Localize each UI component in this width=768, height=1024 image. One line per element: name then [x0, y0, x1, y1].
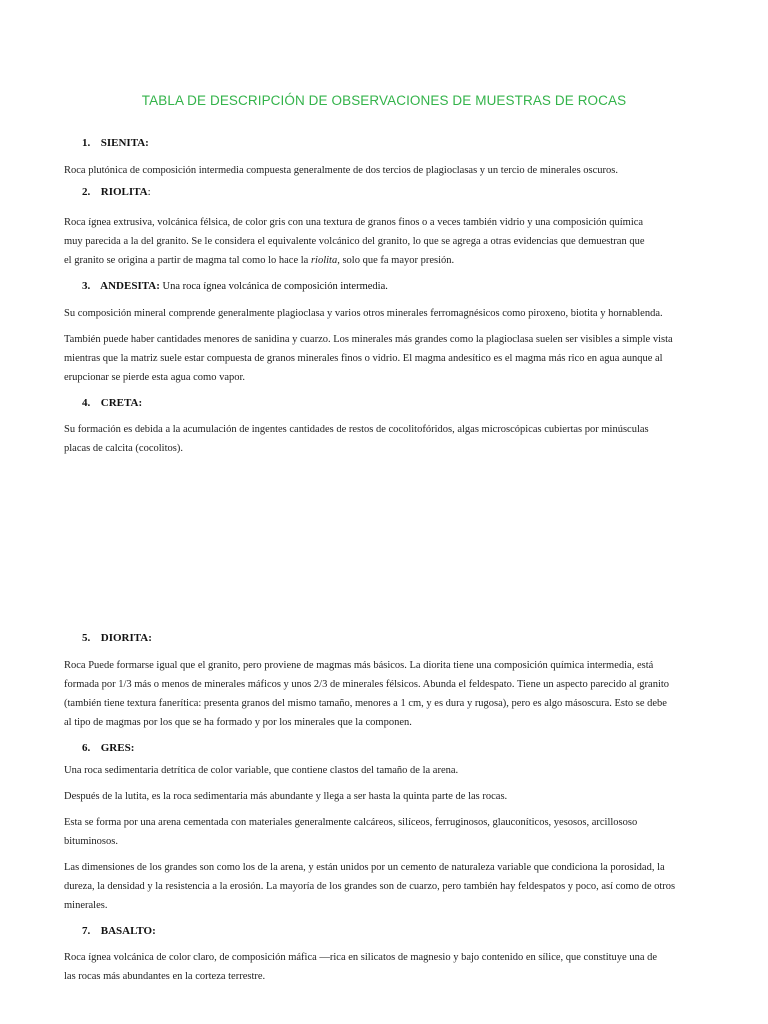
text-line: minerales. — [64, 900, 108, 911]
section-heading-diorita — [82, 632, 152, 644]
paragraph — [64, 161, 704, 180]
text-line: al tipo de magmas por los que se ha formado y por los minerales que la componen. — [64, 717, 412, 728]
paragraph — [64, 420, 704, 458]
section-title: GRES: — [100, 742, 135, 754]
document-title: TABLA DE DESCRIPCIÓN DE OBSERVACIONES DE MUESTRAS DE ROCAS — [141, 93, 627, 108]
text-line: Después de la lutita, es la roca sedimentaria más abundante y llega a ser hasta la quinta parte de las rocas. — [64, 791, 508, 802]
section-title-colon: : — [147, 186, 151, 198]
section-title: CRETA: — [100, 397, 143, 409]
section-title: RIOLITA — [100, 186, 148, 198]
paragraph — [64, 213, 704, 270]
section-heading-basalto — [82, 925, 156, 937]
section-number: 4. — [82, 397, 91, 409]
section-heading-andesita — [82, 280, 388, 292]
section-number: 2. — [82, 186, 91, 198]
paragraph — [64, 761, 704, 780]
text-line: Una roca sedimentaria detrítica de color variable, que contiene clastos del tamaño de la arena. — [64, 765, 459, 776]
section-number: 1. — [82, 137, 91, 149]
text-line: Roca Puede formarse igual que el granito, pero proviene de magmas más básicos. La diorita tiene una composición química intermedia, está — [64, 660, 654, 671]
text-line: dureza, la densidad y la resistencia a la erosión. La mayoría de los grandes son de cuarzo, pero también hay feldespatos y poco, así como de otros — [64, 881, 676, 892]
section-number: 7. — [82, 925, 91, 937]
paragraph — [64, 858, 704, 915]
section-title: DIORITA: — [100, 632, 152, 644]
text-line: Esta se forma por una arena cementada con materiales generalmente calcáreos, silíceos, ferruginosos, glauconíticos, yesosos, arcillososo — [64, 817, 638, 828]
text-line: Roca plutónica de composición intermedia compuesta generalmente de dos tercios de plagioclasas y un tercio de minerales oscuros. — [64, 165, 618, 176]
paragraph — [64, 330, 704, 387]
text-line: bituminosos. — [64, 836, 118, 847]
section-heading-riolita — [82, 186, 151, 198]
text-line: (también tiene textura fanerítica: presenta granos del mismo tamaño, menores a 1 cm, y es dura y rugosa), pero es algo másoscura. Esto se debe — [64, 698, 667, 709]
section-inline-text: Una roca ígnea volcánica de composición intermedia. — [159, 281, 388, 292]
section-title: SIENITA: — [100, 137, 149, 149]
paragraph — [64, 304, 704, 323]
paragraph — [64, 787, 704, 806]
paragraph — [64, 813, 704, 851]
text-line: formada por 1/3 más o menos de minerales máficos y unos 2/3 de minerales félsicos. Abunda el feldespato. Tiene un aspecto parecido al granito — [64, 679, 670, 690]
section-heading-creta — [82, 397, 142, 409]
text-line: Su formación es debida a la acumulación de ingentes cantidades de restos de cocolitofóridos, algas microscópicas cubiertas por minúsculas — [64, 424, 649, 435]
text-line — [64, 251, 704, 270]
text-run: el granito se origina a partir de magma tal como lo hace la — [64, 255, 311, 266]
section-title: ANDESITA: — [100, 280, 160, 292]
section-number: 6. — [82, 742, 91, 754]
italic-term: riolita — [310, 255, 338, 266]
text-line: mientras que la matriz suele estar compuesta de granos minerales finos o vidrio. El magma andesítico es el magma más rico en agua aunque al — [64, 353, 663, 364]
section-heading-gres — [82, 742, 134, 754]
section-number: 5. — [82, 632, 91, 644]
text-line: También puede haber cantidades menores de sanidina y cuarzo. Los minerales más grandes como la plagioclasa suelen ser visibles a simple vista — [64, 334, 673, 345]
section-title: BASALTO: — [100, 925, 156, 937]
text-line: muy parecida a la del granito. Se le considera el equivalente volcánico del granito, lo que se agrega a otras evidencias que demuestran que — [64, 236, 645, 247]
text-line: erupcionar se pierde esta agua como vapor. — [64, 372, 246, 383]
text-line: Roca ígnea extrusiva, volcánica félsica, de color gris con una textura de granos finos o a veces también vidrio y una composición química — [64, 217, 644, 228]
section-number: 3. — [82, 280, 91, 292]
section-heading-sienita — [82, 137, 149, 149]
text-run: , solo que fa mayor presión. — [337, 255, 455, 266]
paragraph — [64, 948, 704, 986]
text-line: Su composición mineral comprende generalmente plagioclasa y varios otros minerales ferromagnésicos como piroxeno, biotita y hornablenda. — [64, 308, 663, 319]
text-line: Las dimensiones de los grandes son como los de la arena, y están unidos por un cemento de naturaleza variable que condiciona la porosidad, la — [64, 862, 665, 873]
text-line: Roca ígnea volcánica de color claro, de composición máfica —rica en silicatos de magnesio y bajo contenido en sílice, que constituye una de — [64, 952, 658, 963]
text-line: placas de calcita (cocolitos). — [64, 443, 183, 454]
paragraph — [64, 656, 704, 732]
text-line: las rocas más abundantes en la corteza terrestre. — [64, 971, 266, 982]
